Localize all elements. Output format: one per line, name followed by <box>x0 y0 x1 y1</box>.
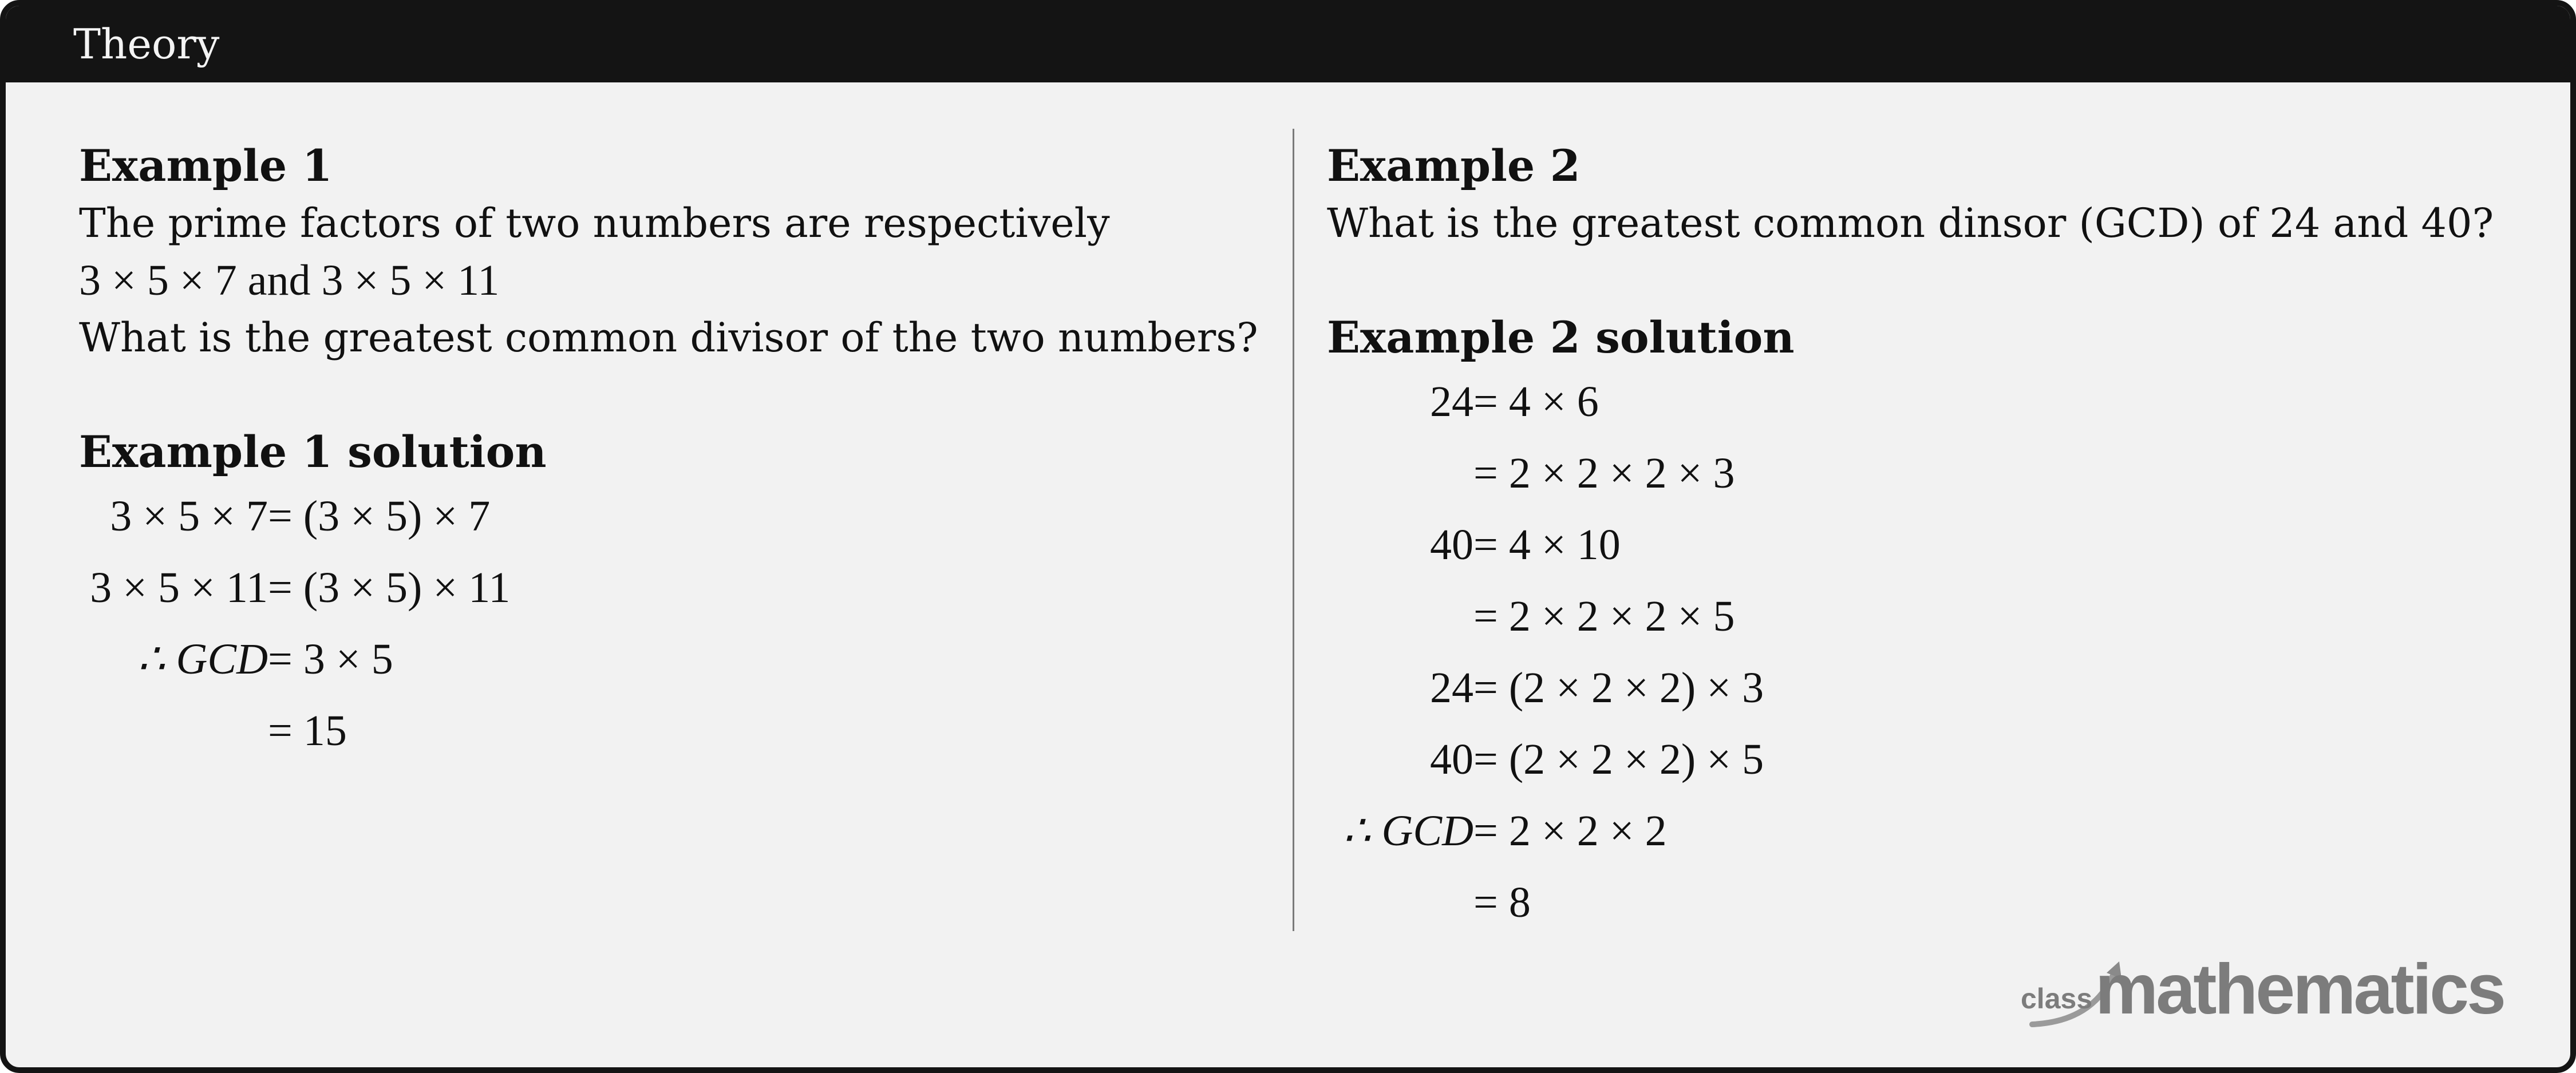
class-mathematics-logo <box>2009 944 2513 1030</box>
example-2-solution-heading: Example 2 solution <box>1327 312 1795 363</box>
example-2-equations <box>1327 366 2506 939</box>
equation-row <box>1327 867 2506 939</box>
equation-row <box>79 552 1270 624</box>
equation-lhs: 3 × 5 × 7 <box>110 492 268 540</box>
equation-rhs: = (2 × 2 × 2) × 5 <box>1473 735 1764 783</box>
example-1-equations <box>79 481 1270 767</box>
equation-row <box>1327 438 2506 509</box>
example-2-heading: Example 2 <box>1327 140 1581 191</box>
equation-rhs: = 2 × 2 × 2 × 5 <box>1473 592 1735 640</box>
example-1-line: The prime factors of two numbers are respectively <box>79 200 1110 247</box>
equation-rhs: = 3 × 5 <box>268 635 393 683</box>
example-2-line: What is the greatest common dinsor (GCD) of 24 and 40? <box>1327 200 2494 247</box>
header-title: Theory <box>73 20 220 68</box>
equation-rhs: = 2 × 2 × 2 × 3 <box>1473 449 1735 497</box>
equation-row <box>1327 724 2506 795</box>
equation-rhs: = (3 × 5) × 11 <box>268 564 511 612</box>
equation-rhs: = (3 × 5) × 7 <box>268 492 491 540</box>
equation-row <box>79 481 1270 552</box>
equation-rhs: = 4 × 10 <box>1473 521 1621 569</box>
example-2-column <box>1327 137 2506 939</box>
equation-row <box>1327 366 2506 438</box>
equation-rhs: = (2 × 2 × 2) × 3 <box>1473 664 1764 712</box>
equation-row <box>1327 795 2506 867</box>
equation-lhs: ∴ GCD <box>1343 807 1473 855</box>
equation-rhs: = 8 <box>1473 878 1531 926</box>
equation-lhs: 3 × 5 × 11 <box>90 564 268 612</box>
equation-row <box>1327 581 2506 652</box>
equation-row <box>79 695 1270 767</box>
card-header <box>6 6 2570 82</box>
equation-row <box>1327 509 2506 581</box>
example-1-heading: Example 1 <box>79 140 333 191</box>
example-1-line: 3 × 5 × 7 and 3 × 5 × 11 <box>79 256 500 304</box>
equation-row <box>1327 652 2506 724</box>
example-1-solution-heading: Example 1 solution <box>79 426 547 477</box>
equation-lhs: ∴ GCD <box>137 635 268 683</box>
logo-name: mathematics <box>2095 950 2504 1029</box>
equation-rhs: = 15 <box>268 707 347 755</box>
column-divider <box>1293 129 1294 931</box>
equation-lhs: 24 <box>1430 378 1473 426</box>
example-1-line: What is the greatest common divisor of the two numbers? <box>79 314 1258 361</box>
example-1-column <box>79 137 1270 767</box>
equation-lhs: 40 <box>1430 521 1473 569</box>
equation-lhs: 24 <box>1430 664 1473 712</box>
equation-lhs: 40 <box>1430 735 1473 783</box>
equation-row <box>79 624 1270 695</box>
equation-rhs: = 4 × 6 <box>1473 378 1599 426</box>
logo-prefix: class <box>2021 983 2093 1015</box>
equation-rhs: = 2 × 2 × 2 <box>1473 807 1667 855</box>
